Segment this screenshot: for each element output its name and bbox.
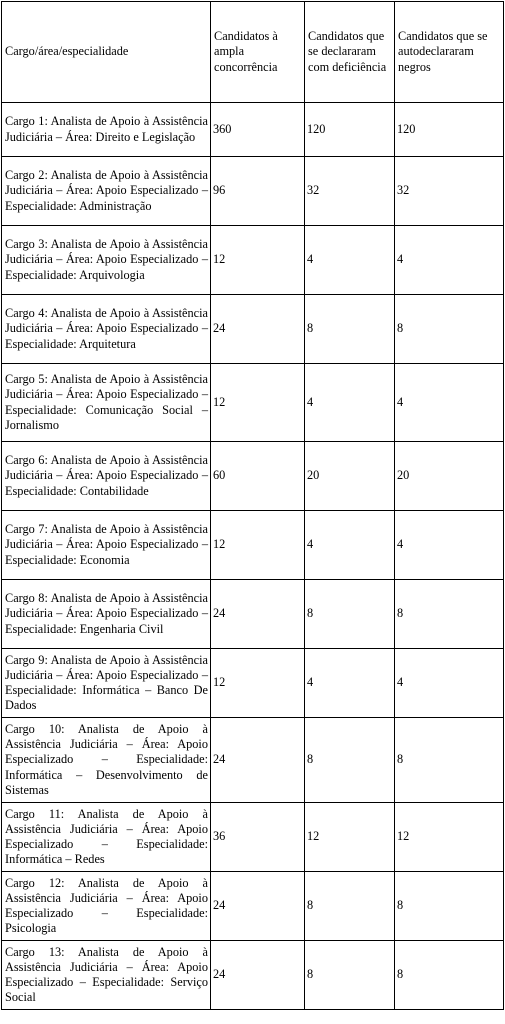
- cell-deficiencia: 8: [305, 718, 395, 803]
- cell-cargo: Cargo 2: Analista de Apoio à Assistência Judiciária – Área: Apoio Especializado – Especialidade: Administração: [2, 157, 211, 226]
- cell-negros: 20: [395, 442, 504, 511]
- table-row: [2, 103, 504, 157]
- table-body: [2, 103, 504, 1010]
- cell-ampla: 24: [211, 295, 305, 364]
- cell-negros: 8: [395, 295, 504, 364]
- table-row: [2, 295, 504, 364]
- header-cargo: Cargo/área/especialidade: [2, 2, 211, 103]
- cell-cargo: Cargo 4: Analista de Apoio à Assistência Judiciária – Área: Apoio Especializado – Especialidade: Arquitetura: [2, 295, 211, 364]
- table-row: [2, 718, 504, 803]
- table-row: [2, 580, 504, 649]
- cell-deficiencia: 120: [305, 103, 395, 157]
- cell-negros: 32: [395, 157, 504, 226]
- cell-ampla: 36: [211, 803, 305, 872]
- cell-negros: 8: [395, 872, 504, 941]
- cell-ampla: 60: [211, 442, 305, 511]
- cell-ampla: 24: [211, 580, 305, 649]
- cell-cargo: Cargo 9: Analista de Apoio à Assistência Judiciária – Área: Apoio Especializado – Especialidade: Informática – Banco De Dados: [2, 649, 211, 718]
- cell-negros: 8: [395, 580, 504, 649]
- cell-deficiencia: 4: [305, 649, 395, 718]
- cell-cargo: Cargo 6: Analista de Apoio à Assistência Judiciária – Área: Apoio Especializado – Especialidade: Contabilidade: [2, 442, 211, 511]
- cell-negros: 4: [395, 511, 504, 580]
- cell-negros: 4: [395, 226, 504, 295]
- cell-deficiencia: 8: [305, 580, 395, 649]
- cell-deficiencia: 20: [305, 442, 395, 511]
- cell-deficiencia: 8: [305, 295, 395, 364]
- cell-deficiencia: 8: [305, 941, 395, 1010]
- cell-negros: 8: [395, 718, 504, 803]
- cell-cargo: Cargo 10: Analista de Apoio à Assistência Judiciária – Área: Apoio Especializado – Especialidade: Informática – Desenvolvimento de Sistemas: [2, 718, 211, 803]
- vacancies-table: [1, 1, 504, 1010]
- table-row: [2, 226, 504, 295]
- cell-negros: 120: [395, 103, 504, 157]
- cell-ampla: 12: [211, 511, 305, 580]
- cell-deficiencia: 12: [305, 803, 395, 872]
- cell-ampla: 12: [211, 649, 305, 718]
- table-row: [2, 649, 504, 718]
- cell-negros: 12: [395, 803, 504, 872]
- cell-negros: 4: [395, 364, 504, 442]
- table-row: [2, 941, 504, 1010]
- cell-ampla: 96: [211, 157, 305, 226]
- table-row: [2, 511, 504, 580]
- cell-deficiencia: 4: [305, 226, 395, 295]
- cell-ampla: 12: [211, 364, 305, 442]
- cell-ampla: 24: [211, 941, 305, 1010]
- cell-deficiencia: 4: [305, 364, 395, 442]
- cell-cargo: Cargo 11: Analista de Apoio à Assistência Judiciária – Área: Apoio Especializado – Especialidade: Informática – Redes: [2, 803, 211, 872]
- header-ampla: Candidatos à ampla concorrência: [211, 2, 305, 103]
- header-deficiencia: Candidatos que se declararam com deficiência: [305, 2, 395, 103]
- cell-deficiencia: 8: [305, 872, 395, 941]
- cell-deficiencia: 4: [305, 511, 395, 580]
- cell-ampla: 12: [211, 226, 305, 295]
- table-row: [2, 364, 504, 442]
- header-negros: Candidatos que se autodeclararam negros: [395, 2, 504, 103]
- cell-ampla: 360: [211, 103, 305, 157]
- cell-cargo: Cargo 1: Analista de Apoio à Assistência Judiciária – Área: Direito e Legislação: [2, 103, 211, 157]
- header-row: [2, 2, 504, 103]
- cell-cargo: Cargo 7: Analista de Apoio à Assistência Judiciária – Área: Apoio Especializado – Especialidade: Economia: [2, 511, 211, 580]
- table-row: [2, 442, 504, 511]
- cell-cargo: Cargo 12: Analista de Apoio à Assistência Judiciária – Área: Apoio Especializado – Especialidade: Psicologia: [2, 872, 211, 941]
- cell-cargo: Cargo 13: Analista de Apoio à Assistência Judiciária – Área: Apoio Especializado – Especialidade: Serviço Social: [2, 941, 211, 1010]
- table-row: [2, 872, 504, 941]
- cell-cargo: Cargo 8: Analista de Apoio à Assistência Judiciária – Área: Apoio Especializado – Especialidade: Engenharia Civil: [2, 580, 211, 649]
- table-row: [2, 803, 504, 872]
- cell-cargo: Cargo 5: Analista de Apoio à Assistência Judiciária – Área: Apoio Especializado – Especialidade: Comunicação Social – Jornalismo: [2, 364, 211, 442]
- cell-cargo: Cargo 3: Analista de Apoio à Assistência Judiciária – Área: Apoio Especializado – Especialidade: Arquivologia: [2, 226, 211, 295]
- cell-ampla: 24: [211, 872, 305, 941]
- table-header: [2, 2, 504, 103]
- cell-negros: 4: [395, 649, 504, 718]
- cell-ampla: 24: [211, 718, 305, 803]
- cell-deficiencia: 32: [305, 157, 395, 226]
- cell-negros: 8: [395, 941, 504, 1010]
- table-row: [2, 157, 504, 226]
